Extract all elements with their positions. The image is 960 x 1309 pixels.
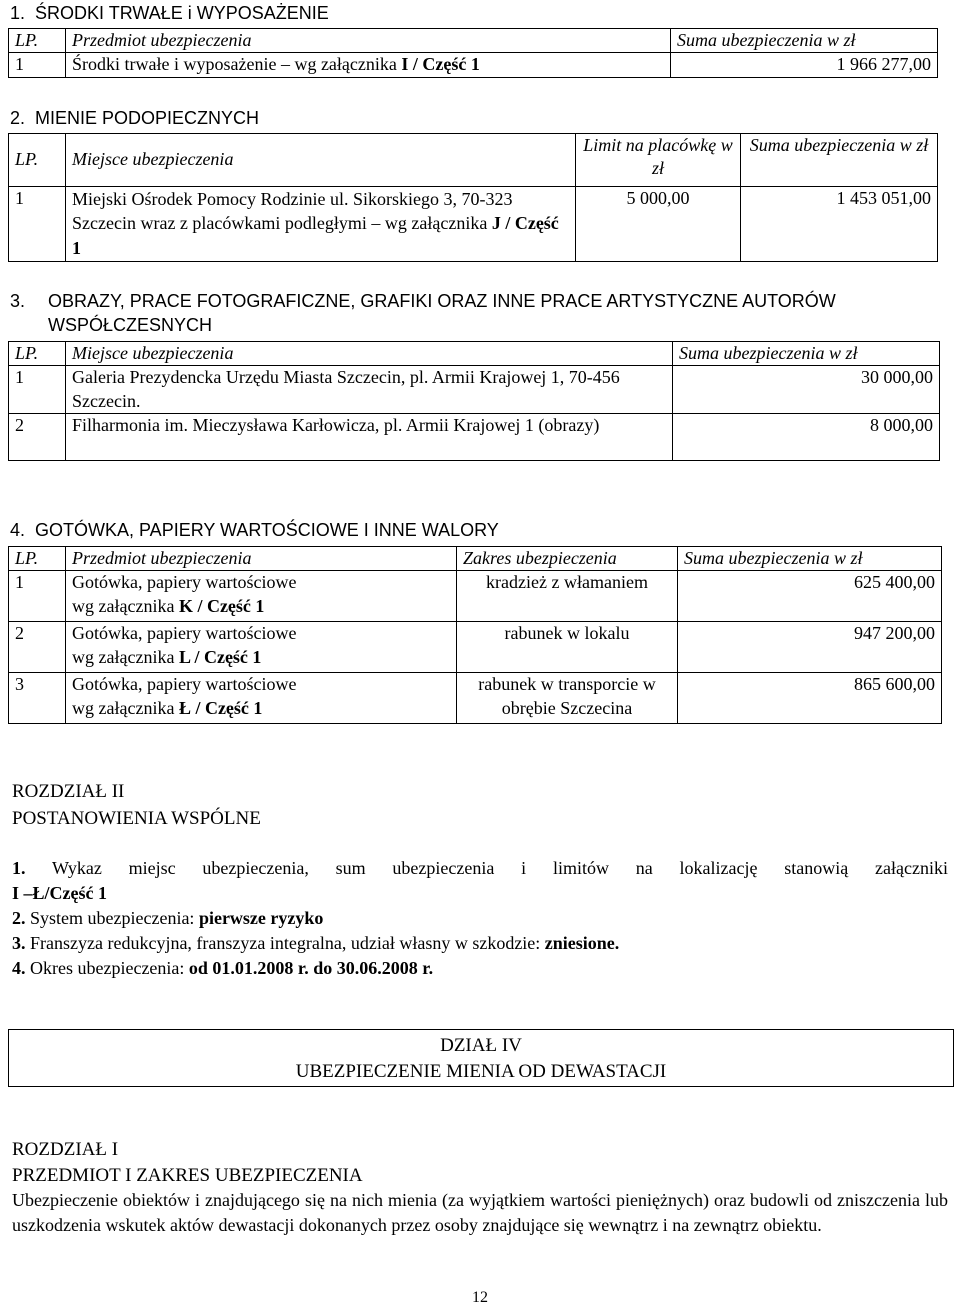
header-sum: Suma ubezpieczenia w zł: [673, 342, 940, 366]
cell-subject: [66, 673, 457, 724]
item-text: System ubezpieczenia:: [30, 908, 199, 928]
table-header-row: [9, 342, 940, 366]
attachment-ref: L / Część 1: [178, 646, 262, 667]
cell-subject: [66, 571, 457, 622]
page-number: 12: [472, 1289, 488, 1306]
item-number: 3.: [12, 933, 26, 953]
list-item: [12, 856, 948, 881]
cell-sum: 947 200,00: [678, 622, 942, 673]
division-4-box: [8, 1029, 954, 1087]
table-row: [9, 622, 942, 673]
header-lp: LP.: [9, 134, 66, 187]
section-3-table: [8, 341, 940, 461]
cell-lp: 2: [9, 414, 66, 461]
header-lp: LP.: [9, 342, 66, 366]
subject-line: Gotówka, papiery wartościowe: [72, 674, 297, 695]
chapter-title: ROZDZIAŁ I: [12, 1139, 119, 1160]
chapter-1-heading: [12, 1137, 363, 1189]
table-row: [9, 366, 940, 414]
table-row: [9, 673, 942, 724]
attachment-ref: I / Część 1: [401, 54, 480, 75]
cell-limit: 5 000,00: [576, 187, 741, 262]
division-title: UBEZPIECZENIE MIENIA OD DEWASTACJI: [295, 1061, 667, 1082]
header-subject: Przedmiot ubezpieczenia: [66, 29, 671, 53]
attachment-ref: Ł / Część 1: [178, 697, 263, 718]
cell-lp: 1: [9, 187, 66, 262]
header-sum: Suma ubezpieczenia w zł: [671, 29, 938, 53]
cell-sum: 1 453 051,00: [741, 187, 938, 262]
attachment-ref: J / Część 1: [72, 213, 559, 258]
table-header-row: [9, 547, 942, 571]
chapter-1-text: Ubezpieczenie obiektów i znajdującego się na nich mienia (za wyjątkiem wartości pieniężnych) oraz budowli od zniszczenia lub uszkodzenia wskutek aktów dewastacji dokonanych przez osoby znajdujące się wewnątrz i na zewnątrz obiektu.: [12, 1190, 948, 1235]
division-number: DZIAŁ IV: [440, 1035, 522, 1056]
item-number: 1.: [12, 858, 26, 878]
subject-line: wg załącznika: [72, 646, 179, 667]
item-bold-text: pierwsze ryzyko: [198, 908, 324, 928]
subject-text: Środki trwałe i wyposażenie – wg załącznika: [72, 54, 402, 75]
chapter-title: ROZDZIAŁ II: [12, 781, 125, 802]
chapter-subtitle: PRZEDMIOT I ZAKRES UBEZPIECZENIA: [12, 1165, 363, 1186]
cell-subject: [66, 53, 671, 77]
table-row: [9, 571, 942, 622]
common-provisions-list: [12, 856, 948, 981]
item-number: 2.: [12, 908, 26, 928]
cell-sum: 625 400,00: [678, 571, 942, 622]
item-number: 4.: [12, 958, 26, 978]
header-scope: Zakres ubezpieczenia: [457, 547, 678, 571]
header-lp: LP.: [9, 29, 66, 53]
item-bold-text: od 01.01.2008 r. do 30.06.2008 r.: [188, 958, 434, 978]
header-place: Miejsce ubezpieczenia: [66, 342, 673, 366]
cell-place: Filharmonia im. Mieczysława Karłowicza, pl. Armii Krajowej 1 (obrazy): [66, 414, 673, 461]
cell-lp: 1: [9, 366, 66, 414]
list-item: [12, 956, 948, 981]
subject-line: wg załącznika: [72, 697, 179, 718]
header-subject: Przedmiot ubezpieczenia: [66, 547, 457, 571]
cell-sum: 865 600,00: [678, 673, 942, 724]
chapter-subtitle: POSTANOWIENIA WSPÓLNE: [12, 808, 261, 829]
table-header-row: [9, 134, 938, 187]
section-1-table: [8, 28, 938, 78]
header-sum: Suma ubezpieczenia w zł: [741, 134, 938, 187]
place-text: Miejski Ośrodek Pomocy Rodzinie ul. Sikorskiego 3, 70-323 Szczecin wraz z placówkami podległymi – wg załącznika: [72, 189, 513, 234]
section-1-title: 1. ŚRODKI TRWAŁE i WYPOSAŻENIE: [10, 3, 329, 23]
section-4-table: [8, 546, 942, 724]
cell-lp: 3: [9, 673, 66, 724]
list-item: [12, 906, 948, 931]
subject-line: Gotówka, papiery wartościowe: [72, 623, 297, 644]
item-text: Franszyza redukcyjna, franszyza integralna, udział własny w szkodzie:: [30, 933, 545, 953]
header-place: Miejsce ubezpieczenia: [66, 134, 576, 187]
chapter-2-heading: [12, 778, 261, 832]
section-3-number: 3.: [10, 291, 26, 311]
subject-line: Gotówka, papiery wartościowe: [72, 572, 297, 593]
header-limit: Limit na placówkę w zł: [576, 134, 741, 187]
cell-scope: kradzież z włamaniem: [457, 571, 678, 622]
cell-sum: 8 000,00: [673, 414, 940, 461]
item-bold-text: I –Ł/Część 1: [12, 883, 107, 903]
table-row: [9, 53, 938, 77]
attachment-ref: K / Część 1: [178, 595, 265, 616]
cell-lp: 1: [9, 571, 66, 622]
cell-place: [66, 187, 576, 262]
list-item: [12, 931, 948, 956]
section-2-table: [8, 133, 938, 262]
subject-line: wg załącznika: [72, 595, 179, 616]
header-sum: Suma ubezpieczenia w zł: [678, 547, 942, 571]
table-row: [9, 414, 940, 461]
cell-sum: 1 966 277,00: [671, 53, 938, 77]
table-header-row: [9, 29, 938, 53]
cell-lp: 1: [9, 53, 66, 77]
section-3-title-text: OBRAZY, PRACE FOTOGRAFICZNE, GRAFIKI ORAZ INNE PRACE ARTYSTYCZNE AUTORÓW WSPÓŁCZESNYCH: [48, 291, 836, 336]
cell-scope: rabunek w lokalu: [457, 622, 678, 673]
section-2-title: 2. MIENIE PODOPIECZNYCH: [10, 108, 260, 128]
table-row: [9, 187, 938, 262]
item-text: Okres ubezpieczenia:: [30, 958, 189, 978]
cell-scope: rabunek w transporcie w obrębie Szczecina: [457, 673, 678, 724]
section-4-title: 4. GOTÓWKA, PAPIERY WARTOŚCIOWE I INNE WALORY: [10, 520, 499, 540]
section-3-title: [10, 289, 950, 336]
header-lp: LP.: [9, 547, 66, 571]
item-bold-text: zniesione.: [544, 933, 620, 953]
item-text: Wykaz miejsc ubezpieczenia, sum ubezpieczenia i limitów na lokalizację stanowią załączniki: [51, 858, 948, 878]
cell-place: Galeria Prezydencka Urzędu Miasta Szczecin, pl. Armii Krajowej 1, 70-456 Szczecin.: [66, 366, 673, 414]
cell-sum: 30 000,00: [673, 366, 940, 414]
cell-subject: [66, 622, 457, 673]
cell-lp: 2: [9, 622, 66, 673]
